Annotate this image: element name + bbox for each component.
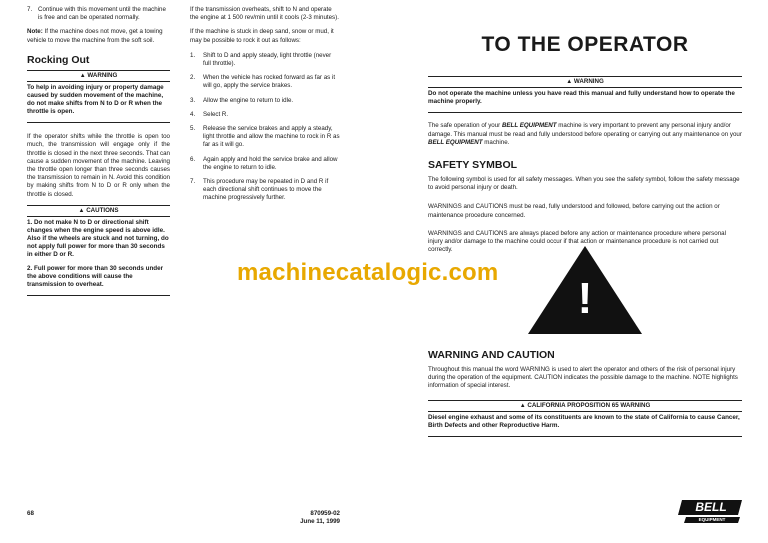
rocking-step-number: 5. [190,125,196,133]
warning-box-top-rule [27,70,170,71]
page-title [428,33,742,57]
warning-caution-paragraph: Throughout this manual the word WARNING is used to alert the operator and others of the risk of personal injury during the operation of the equipment. CAUTION indicates the possible damage to the machine. NOTE highlights information of special interest. [428,366,738,390]
left-column-1 [27,6,170,296]
california-box-heading [428,402,742,410]
brand-name: BELL EQUIPMENT [428,138,483,146]
brand-name: BELL EQUIPMENT [501,122,557,130]
safety-alert-symbol-icon [526,244,644,336]
throttle-paragraph: If the operator shifts while the throttle is open too much, the transmission will engage only if the throttle is closed in the next three seconds. That can cause a sudden movement of the machine. Leaving the throttle open longer than three seconds causes the transmission to remain in N. Avoid this condition by making shifts from N to D or R only when the throttle is closed. [27,133,170,198]
document-number: 870959-02 [310,510,340,517]
rocking-steps-list [190,52,340,203]
intro-text-b: machine is very important to prevent any personal injury and/or damage. This manual must be read and fully understood before operating or carrying out any maintenance on your [428,122,742,138]
rocking-step-text: Release the service brakes and apply a steady, light throttle and allow the machine to rock in R as far as it will go. [203,125,340,149]
rocking-step-number: 1. [190,51,196,59]
warnings-cautions-paragraph-2: WARNINGS and CAUTIONS are always placed before any action or maintenance procedure where personal injury and/or damage to the machine could occur if that action or maintenance procedure is not carried out correctly. [428,229,726,254]
cautions-box-top-rule [27,205,170,206]
operator-warning-heading [428,78,742,86]
page-title-text: TO THE OPERATOR [481,33,689,56]
watermark: machinecatalogic.com [237,259,499,286]
warning-triangle-icon: ▲ [79,72,86,79]
note-text: If the machine does not move, get a towing vehicle to move the machine from the soft soil. [27,28,163,44]
rocking-step-text: Select R. [203,110,229,118]
operator-warning-body: Do not operate the machine unless you have read this manual and fully understand how to operate the machine properly. [428,90,735,105]
page-number: 68 [27,510,34,517]
rocking-step-number: 6. [190,155,196,163]
rocking-step-text: When the vehicle has rocked forward as far as it will go, apply the service brakes. [203,74,336,90]
rocking-step-text: Again apply and hold the service brake and allow the engine to return to idle. [203,155,338,171]
left-column-2 [190,6,340,209]
rocking-step [190,111,340,119]
warning-box-heading [27,72,170,80]
warning-box-body: To help in avoiding injury or property damage caused by sudden movement of the machine, do not make shifts from N to D or R when the throttle is open. [27,83,164,115]
stuck-paragraph: If the machine is stuck in deep sand, snow or mud, it may be possible to rock it out as follows: [190,28,334,44]
operator-warning-mid-rule [428,87,742,88]
step-7-number: 7. [27,6,33,13]
bell-logo [676,498,744,524]
rocking-step [190,125,340,150]
warning-box-bottom-rule [27,122,170,123]
safety-alert-mark: ! [577,274,593,323]
california-box-top-rule [428,400,742,401]
step-7 [27,6,170,22]
step-7-text: Continue with this movement until the machine is free and can be operated normally. [38,6,166,22]
bell-logo-text: BELL [695,500,727,514]
rocking-step-number: 2. [190,74,196,82]
california-box-body: Diesel engine exhaust and some of its constituents are known to the state of California to cause Cancer, Birth Defects and other Reproductive Harm. [428,413,740,429]
document-date: June 11, 1999 [300,518,340,525]
rocking-step [190,97,340,105]
right-column [428,76,742,254]
rocking-step-text: Allow the engine to return to idle. [203,96,294,104]
intro-text-c: machine. [482,138,510,146]
warning-triangle-icon: ▲ [78,207,85,214]
rocking-step [190,74,340,90]
intro-paragraph [428,122,742,147]
warning-box-heading-label: WARNING [87,71,118,79]
warnings-cautions-paragraph-1: WARNINGS and CAUTIONS must be read, fully understood and followed, before carrying out the action or maintenance procedure concerned. [428,203,720,219]
rocking-step-text: Shift to D and apply steady, light throttle (never full throttle). [203,51,332,68]
safety-symbol-heading: SAFETY SYMBOL [428,158,518,171]
overheat-paragraph: If the transmission overheats, shift to N and operate the engine at 1 500 rev/min until it cools (2-3 minutes). [190,6,339,22]
note-label: Note: [27,28,43,36]
rocking-step [190,178,340,203]
rocking-step-number: 7. [190,178,196,186]
rocking-step [190,52,340,68]
cautions-box-heading [27,207,170,215]
rocking-step-number: 4. [190,110,196,118]
warning-caution-heading: WARNING AND CAUTION [428,349,555,361]
rocking-step [190,156,340,172]
rocking-step-number: 3. [190,96,196,104]
rocking-out-heading: Rocking Out [27,53,90,66]
intro-text-a: The safe operation of your [428,122,502,130]
cautions-box-heading-label: CAUTIONS [86,206,119,214]
bell-logo-subtext: EQUIPMENT [698,517,726,522]
cautions-item-2: 2. Full power for more than 30 seconds under the above conditions will cause the transmission to overheat. [27,265,164,289]
operator-warning-bottom-rule [428,112,742,113]
right-column-lower [428,349,742,437]
warning-box-mid-rule [27,81,170,82]
california-box-heading-label: CALIFORNIA PROPOSITION 65 WARNING [527,401,651,409]
note-paragraph [27,28,170,44]
california-box-mid-rule [428,411,742,412]
california-box-bottom-rule [428,436,742,437]
warning-triangle-icon: ▲ [566,79,573,85]
operator-warning-heading-label: WARNING [573,78,604,85]
cautions-box-bottom-rule [27,295,170,296]
cautions-box-mid-rule [27,216,170,217]
operator-warning-top-rule [428,76,742,77]
safety-symbol-paragraph: The following symbol is used for all safety messages. When you see the safety symbol, follow the safety message to avoid personal injury or death. [428,175,740,192]
rocking-step-text: This procedure may be repeated in D and R if each directional shift continues to move the machine progressively further. [203,178,329,202]
cautions-item-1: 1. Do not make N to D or directional shift changes when the engine speed is above idle. Also if the wheels are stuck and not turning, do not apply full power for more than 30 seconds in either D or R. [27,218,169,258]
warning-triangle-icon: ▲ [519,402,526,409]
